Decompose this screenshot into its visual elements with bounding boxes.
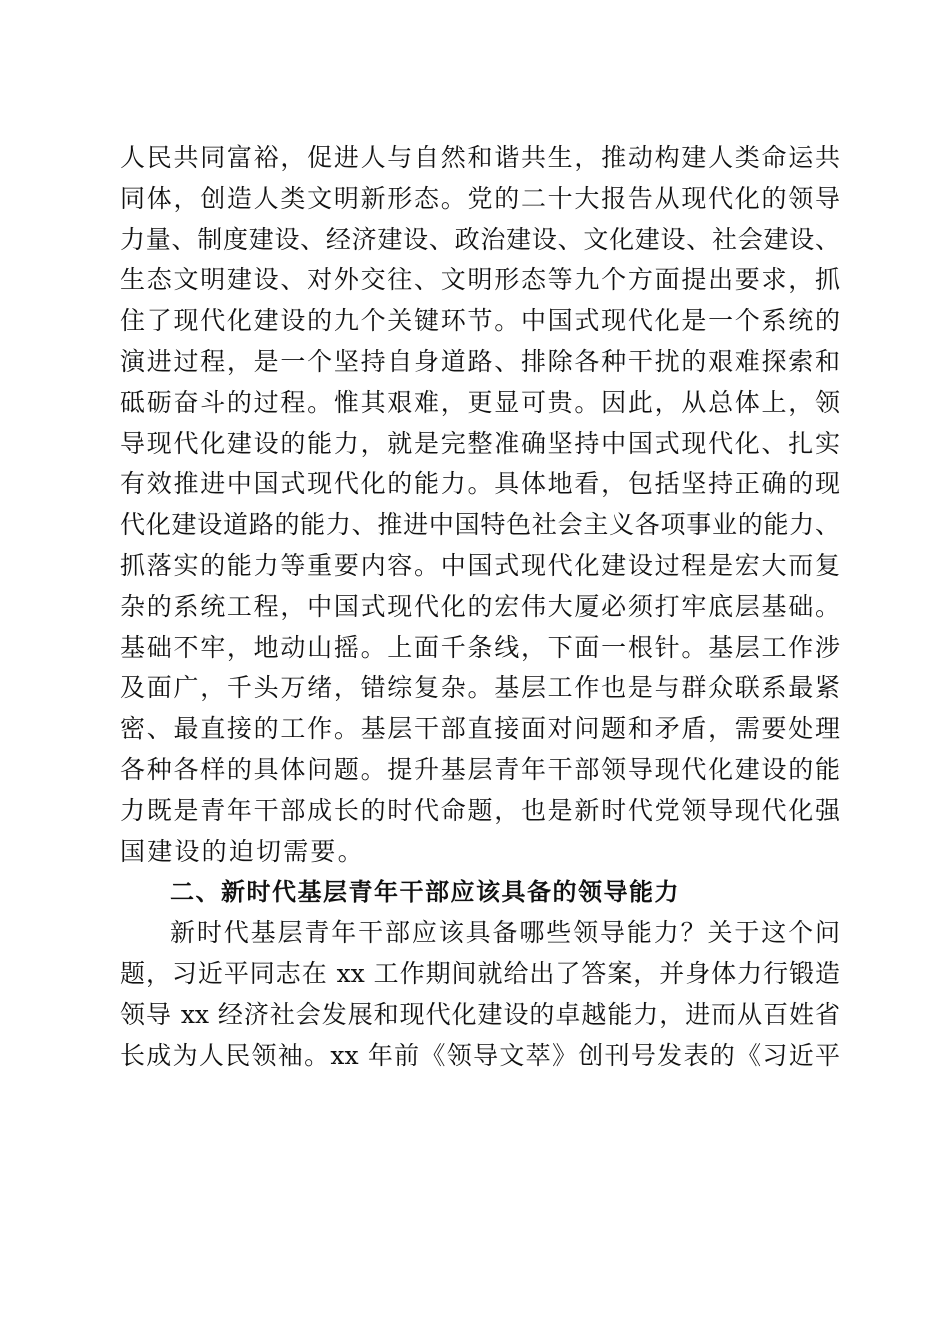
paragraph-line: 人民共同富裕，促进人与自然和谐共生，推动构建人类命运共 xyxy=(120,143,840,172)
paragraph-line: 密、最直接的工作。基层干部直接面对问题和矛盾，需要处理 xyxy=(120,714,840,744)
paragraph-line: 国建设的迫切需要。 xyxy=(120,836,365,866)
paragraph-line: 住了现代化建设的九个关键环节。中国式现代化是一个系统的 xyxy=(120,306,840,336)
paragraph-line: 演进过程，是一个坚持自身道路、排除各种干扰的艰难探索和 xyxy=(120,346,840,376)
paragraph-line: 杂的系统工程，中国式现代化的宏伟大厦必须打牢底层基础。 xyxy=(120,591,840,621)
paragraph-line: 力量、制度建设、经济建设、政治建设、文化建设、社会建设、 xyxy=(120,224,840,254)
paragraph-line: 及面广，千头万绪，错综复杂。基层工作也是与群众联系最紧 xyxy=(120,673,840,703)
paragraph-line: 基础不牢，地动山摇。上面千条线，下面一根针。基层工作涉 xyxy=(120,632,840,662)
paragraph-line: 同体，创造人类文明新形态。党的二十大报告从现代化的领导 xyxy=(120,183,840,213)
paragraph-line: 生态文明建设、对外交往、文明形态等九个方面提出要求，抓 xyxy=(120,265,840,295)
section-heading: 二、新时代基层青年干部应该具备的领导能力 xyxy=(170,878,680,907)
paragraph-line: 砥砺奋斗的过程。惟其艰难，更显可贵。因此，从总体上，领 xyxy=(120,387,840,417)
paragraph-line: 导现代化建设的能力，就是完整准确坚持中国式现代化、扎实 xyxy=(120,428,840,458)
document-body xyxy=(120,138,840,1076)
paragraph-line: 力既是青年干部成长的时代命题，也是新时代党领导现代化强 xyxy=(120,795,840,825)
paragraph-line: 领导 xx 经济社会发展和现代化建设的卓越能力，进而从百姓省 xyxy=(120,999,840,1029)
paragraph-line: 代化建设道路的能力、推进中国特色社会主义各项事业的能力、 xyxy=(120,510,840,540)
paragraph-line: 题，习近平同志在 xx 工作期间就给出了答案，并身体力行锻造 xyxy=(120,958,840,988)
paragraph-line: 有效推进中国式现代化的能力。具体地看，包括坚持正确的现 xyxy=(120,469,840,499)
paragraph-line: 各种各样的具体问题。提升基层青年干部领导现代化建设的能 xyxy=(120,754,840,784)
paragraph-line: 抓落实的能力等重要内容。中国式现代化建设过程是宏大而复 xyxy=(120,550,840,580)
paragraph-line: 新时代基层青年干部应该具备哪些领导能力？关于这个问 xyxy=(170,918,840,948)
paragraph-line: 长成为人民领袖。xx 年前《领导文萃》创刊号发表的《习近平 xyxy=(120,1040,840,1070)
